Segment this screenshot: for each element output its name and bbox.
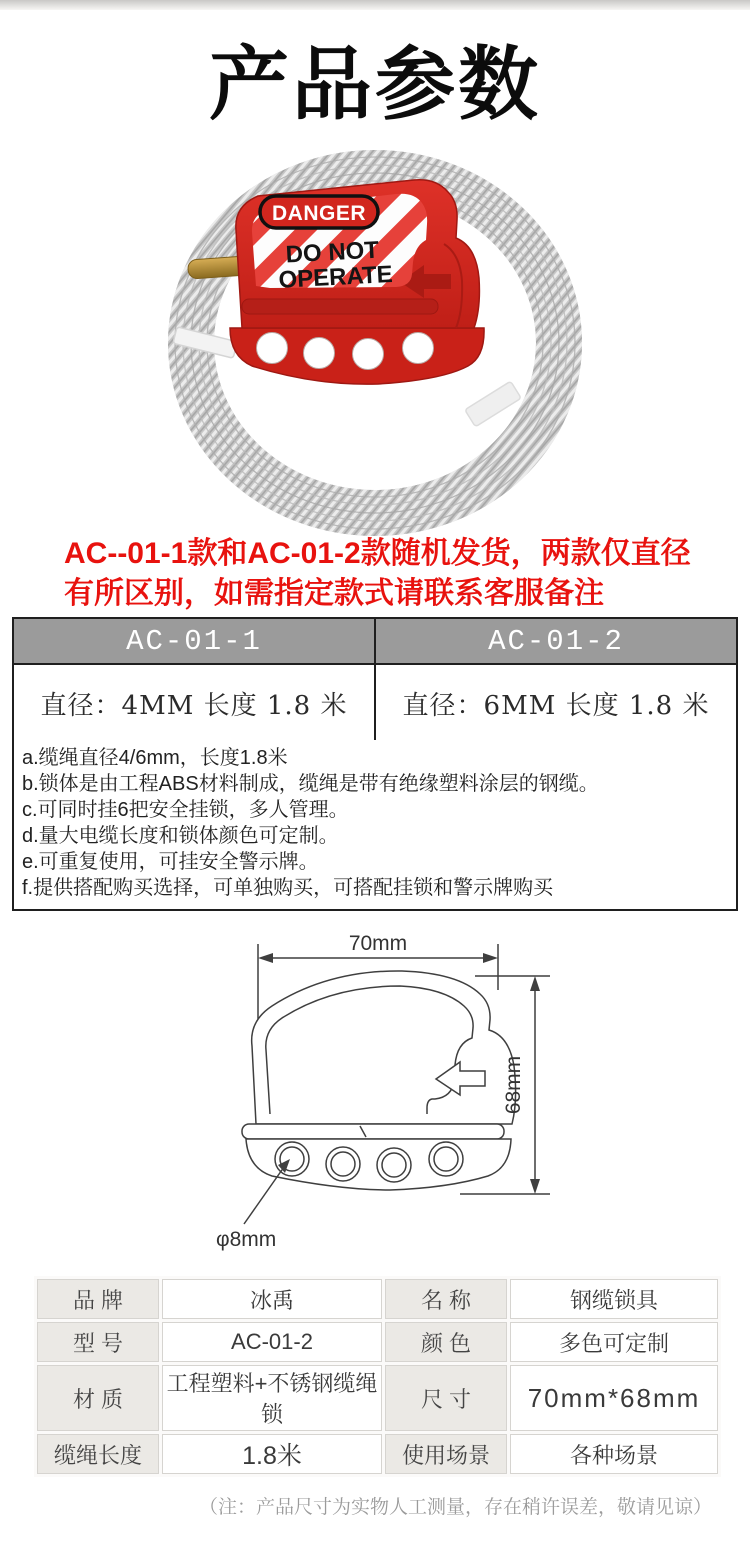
spec-value-brand: 冰禹 xyxy=(162,1279,382,1319)
table-row xyxy=(37,1322,718,1362)
spec-value-cable-length: 1.8米 xyxy=(162,1434,382,1474)
spec-table xyxy=(34,1276,721,1477)
operate-text: OPERATE xyxy=(277,260,394,294)
height-dimension-label: 68mm xyxy=(502,1055,525,1115)
shipping-notice xyxy=(64,534,704,614)
danger-text: DANGER xyxy=(271,202,367,225)
spec-value-material: 工程塑料+不锈钢缆绳锁 xyxy=(162,1365,382,1431)
spec-label-material: 材 质 xyxy=(37,1365,159,1431)
feature-e: e.可重复使用，可挂安全警示牌。 xyxy=(22,851,319,873)
feature-b: b.锁体是由工程ABS材料制成，缆绳是带有绝缘塑料涂层的钢缆。 xyxy=(22,773,599,795)
cable-lockout-photo xyxy=(148,136,608,536)
technical-drawing xyxy=(180,928,610,1268)
spec-value-model: AC-01-2 xyxy=(162,1322,382,1362)
spec-value-color: 多色可定制 xyxy=(510,1322,718,1362)
feature-c: c.可同时挂6把安全挂锁，多人管理。 xyxy=(22,799,349,821)
feature-a: a.缆绳直径4/6mm，长度1.8米 xyxy=(22,747,288,769)
spec-value-size: 70mm*68mm xyxy=(510,1365,718,1431)
model-comparison-table xyxy=(12,617,738,744)
page-title: 产品参数 xyxy=(209,40,541,129)
cable-slot xyxy=(242,299,438,314)
spec-label-model: 型 号 xyxy=(37,1322,159,1362)
spec-label-cable-length: 缆绳长度 xyxy=(37,1434,159,1474)
feature-list xyxy=(12,740,738,911)
shipping-notice-line1: AC--01-1款和AC-01-2款随机发货，两款仅直径 xyxy=(64,537,691,570)
feature-f: f.提供搭配购买选择，可单独购买，可搭配挂锁和警示牌购买 xyxy=(22,877,554,899)
model-value-ac-01-1: 直径：4MM 长度 1.8 米 xyxy=(14,665,376,742)
model-value-ac-01-2: 直径：6MM 长度 1.8 米 xyxy=(402,691,710,721)
shipping-notice-line2: 有所区别，如需指定款式请联系客服备注 xyxy=(64,577,604,610)
spec-label-size: 尺 寸 xyxy=(385,1365,507,1431)
do-not-text: DO NOT xyxy=(284,236,380,269)
dimension-drawing xyxy=(180,928,610,1268)
table-row xyxy=(37,1365,718,1431)
product-photo xyxy=(148,136,608,536)
model-header-ac-01-1: AC-01-1 xyxy=(14,619,376,663)
model-table-value-row xyxy=(14,665,736,742)
table-row xyxy=(37,1279,718,1319)
spec-value-name: 钢缆锁具 xyxy=(510,1279,718,1319)
spec-label-name: 名 称 xyxy=(385,1279,507,1319)
spec-label-color: 颜 色 xyxy=(385,1322,507,1362)
lock-body xyxy=(230,180,484,384)
model-table-header-row xyxy=(14,619,736,665)
model-header-ac-01-2: AC-01-2 xyxy=(488,624,624,658)
table-row xyxy=(37,1434,718,1474)
width-dimension-label: 70mm xyxy=(348,932,408,955)
feature-d: d.量大电缆长度和锁体颜色可定制。 xyxy=(22,825,339,847)
spec-label-brand: 品 牌 xyxy=(37,1279,159,1319)
page-top-edge xyxy=(0,0,750,10)
measurement-note: （注：产品尺寸为实物人工测量，存在稍许误差，敬请见谅） xyxy=(198,1497,712,1518)
hole-diameter-label: φ8mm xyxy=(216,1228,277,1251)
spec-value-usage: 各种场景 xyxy=(510,1434,718,1474)
spec-label-usage: 使用场景 xyxy=(385,1434,507,1474)
